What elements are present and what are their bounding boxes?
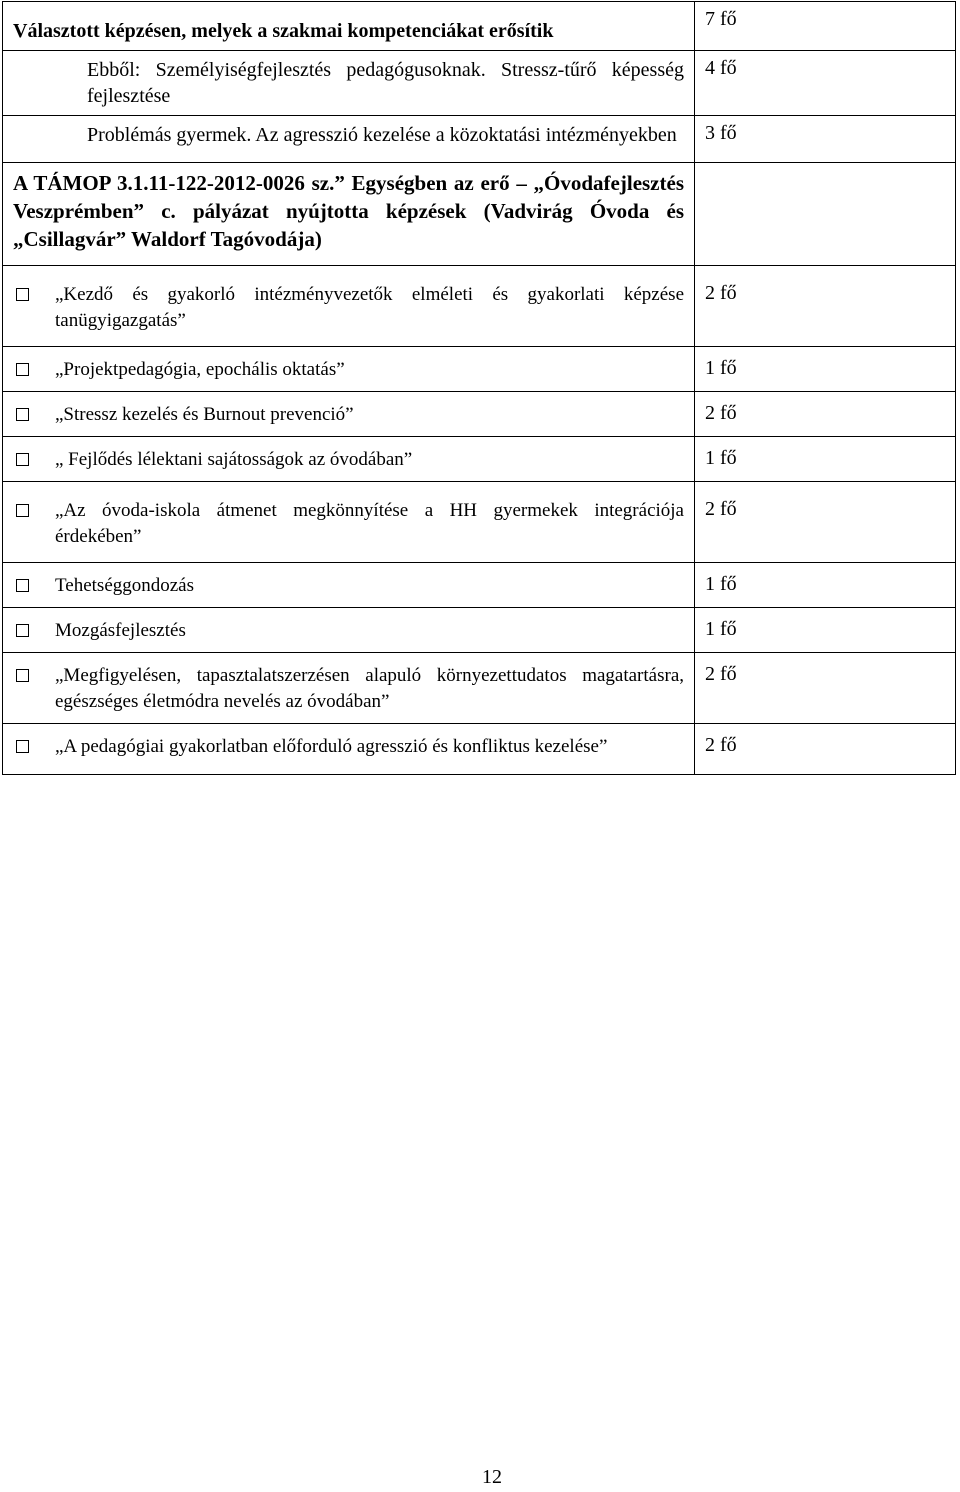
item-text: „Projektpedagógia, epochális oktatás” xyxy=(55,359,345,380)
item-count: 2 fő xyxy=(695,724,956,775)
item-text: „Stressz kezelés és Burnout prevenció” xyxy=(55,404,354,425)
list-item xyxy=(3,563,956,608)
item-text: „Megfigyelésen, tapasztalatszerzésen alapuló környezettudatos magatartásra, egészséges életmódra nevelés az óvodában” xyxy=(55,665,684,712)
item-text: „Kezdő és gyakorló intézményvezetők elméleti és gyakorlati képzése tanügyigazgatás” xyxy=(55,284,684,331)
checkbox-square-icon xyxy=(16,363,29,376)
tamop-heading: A TÁMOP 3.1.11-122-2012-0026 sz.” Egységben az erő – „Óvodafejlesztés Veszprémben” c. pályázat nyújtotta képzések (Vadvirág Óvoda és „Csillagvár” Waldorf Tagóvodája) xyxy=(3,163,695,266)
list-item xyxy=(3,608,956,653)
empty-count xyxy=(695,163,956,266)
item-count: 1 fő xyxy=(695,608,956,653)
list-item xyxy=(3,437,956,482)
checkbox-square-icon xyxy=(16,740,29,753)
item-count: 2 fő xyxy=(695,653,956,724)
item-text: Mozgásfejlesztés xyxy=(55,620,186,641)
checkbox-square-icon xyxy=(16,408,29,421)
table-row xyxy=(3,51,956,116)
checkbox-square-icon xyxy=(16,669,29,682)
list-item xyxy=(3,392,956,437)
row-text: Problémás gyermek. Az agresszió kezelése a közoktatási intézményekben xyxy=(3,116,695,163)
list-item xyxy=(3,347,956,392)
table-row xyxy=(3,163,956,266)
list-item xyxy=(3,266,956,347)
row-count: 7 fő xyxy=(695,2,956,51)
row-count: 4 fő xyxy=(695,51,956,116)
checkbox-square-icon xyxy=(16,288,29,301)
table-row xyxy=(3,116,956,163)
item-count: 2 fő xyxy=(695,482,956,563)
row-count: 3 fő xyxy=(695,116,956,163)
item-count: 1 fő xyxy=(695,437,956,482)
item-text: Tehetséggondozás xyxy=(55,575,195,596)
list-item xyxy=(3,653,956,724)
item-count: 1 fő xyxy=(695,347,956,392)
row-header-text: Választott képzésen, melyek a szakmai kompetenciákat erősítik xyxy=(3,2,695,51)
item-text: „ Fejlődés lélektani sajátosságok az óvodában” xyxy=(55,449,413,470)
checkbox-square-icon xyxy=(16,504,29,517)
checkbox-square-icon xyxy=(16,453,29,466)
item-count: 2 fő xyxy=(695,266,956,347)
item-count: 2 fő xyxy=(695,392,956,437)
row-text: Ebből: Személyiségfejlesztés pedagógusoknak. Stressz-tűrő képesség fejlesztése xyxy=(3,51,695,116)
checkbox-square-icon xyxy=(16,579,29,592)
checkbox-square-icon xyxy=(16,624,29,637)
item-text: „A pedagógiai gyakorlatban előforduló agresszió és konfliktus kezelése” xyxy=(55,736,608,757)
list-item xyxy=(3,724,956,775)
training-table xyxy=(2,1,956,775)
item-count: 1 fő xyxy=(695,563,956,608)
list-item xyxy=(3,482,956,563)
page-number: 12 xyxy=(482,1466,502,1488)
item-text: „Az óvoda-iskola átmenet megkönnyítése a HH gyermekek integrációja érdekében” xyxy=(55,500,684,547)
table-row xyxy=(3,2,956,51)
